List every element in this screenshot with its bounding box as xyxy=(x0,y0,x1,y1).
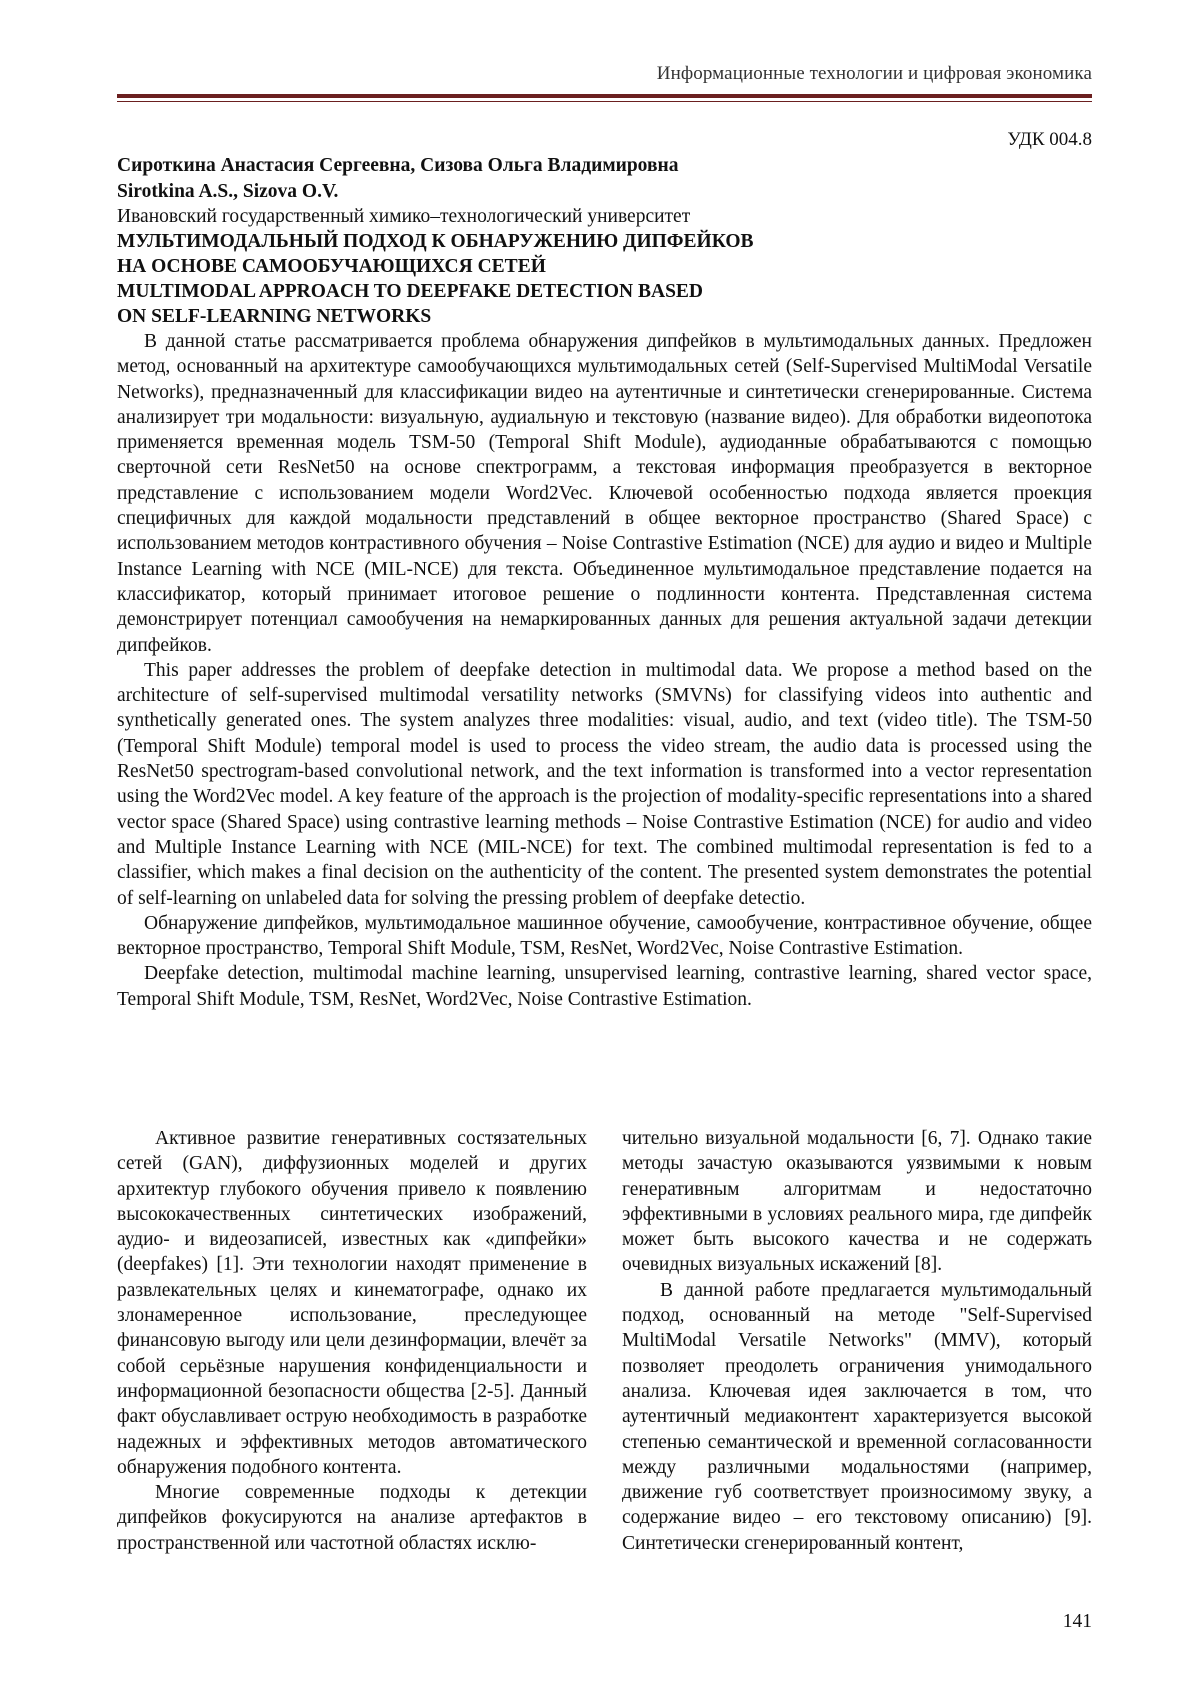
keywords-en: Deepfake detection, multimodal machine learning, unsupervised learning, contrastive learning, shared vector space, Temporal Shift Module, TSM, ResNet, Word2Vec, Noise Contrastive Estimation. xyxy=(117,963,1092,1010)
running-head: Информационные технологии и цифровая экономика xyxy=(656,63,1092,84)
body-paragraph: Активное развитие генеративных состязательных сетей (GAN), диффузионных моделей и других архитектур глубокого обучения привело к появлению высококачественных синтетических изображений, аудио- и видеозаписей, известных как «дипфейки» (deepfakes) [1]. Эти технологии находят применение в развлекательных целях и кинематографе, однако их злонамеренное использование, преследующее финансовую выгоду или цели дезинформации, влечёт за собой серьёзные нарушения конфиденциальности и информационной безопасности общества [2-5]. Данный факт обуславливает острую необходимость в разработке надежных и эффективных методов автоматического обнаружения подобного контента. xyxy=(117,1128,587,1478)
header-rule-thin xyxy=(117,101,1092,102)
body-paragraph: Многие современные подходы к детекции дипфейков фокусируются на анализе артефактов в пространственной или частотной областях исклю- xyxy=(117,1482,587,1554)
page xyxy=(117,62,1092,1012)
authors-ru: Сироткина Анастасия Сергеевна, Сизова Ольга Владимировна xyxy=(117,155,679,176)
body-columns xyxy=(117,1126,1092,1556)
title-ru-line1: МУЛЬТИМОДАЛЬНЫЙ ПОДХОД К ОБНАРУЖЕНИЮ ДИПФЕЙКОВ xyxy=(117,231,754,252)
abstract-ru: В данной статье рассматривается проблема обнаружения дипфейков в мультимодальных данных. Предложен метод, основанный на архитектуре самообучающихся мультимодальных сетей (Self-Supervised MultiModal Versatile Networks), предназначенный для классификации видео на аутентичные и синтетически сгенерированные. Система анализирует три модальности: визуальную, аудиальную и текстовую (название видео). Для обработки видеопотока применяется временная модель TSM-50 (Temporal Shift Module), аудиоданные обрабатываются с помощью сверточной сети ResNet50 на основе спектрограмм, а текстовая информация преобразуется в векторное представление с использованием модели Word2Vec. Ключевой особенностью подхода является проекция специфичных для каждой модальности представлений в общее векторное пространство (Shared Space) с использованием методов контрастивного обучения – Noise Contrastive Estimation (NCE) для аудио и видео и Multiple Instance Learning with NCE (MIL-NCE) для текста. Объединенное мультимодальное представление подается на классификатор, который принимает итоговое решение о подлинности контента. Представленная система демонстрирует потенциал самообучения на немаркированных данных для решения актуальной задачи детекции дипфейков. xyxy=(117,331,1092,656)
title-en-line2: ON SELF-LEARNING NETWORKS xyxy=(117,306,432,327)
authors-en: Sirotkina A.S., Sizova O.V. xyxy=(117,181,339,202)
abstract-en: This paper addresses the problem of deepfake detection in multimodal data. We propose a method based on the architecture of self-supervised multimodal versatility networks (SMVNs) for classifying videos into authentic and synthetically generated ones. The system analyzes three modalities: visual, audio, and text (video title). The TSM-50 (Temporal Shift Module) temporal model is used to process the video stream, the audio data is processed using the ResNet50 spectrogram-based convolutional network, and the text information is transformed into a vector representation using the Word2Vec model. A key feature of the approach is the projection of modality-specific representations into a shared vector space (Shared Space) using contrastive learning methods – Noise Contrastive Estimation (NCE) for audio and video and Multiple Instance Learning with NCE (MIL-NCE) for text. The combined multimodal representation is fed to a classifier, which makes a final decision on the authenticity of the content. The presented system demonstrates the potential of self-learning on unlabeled data for solving the pressing problem of deepfake detectio. xyxy=(117,659,1092,909)
title-ru-line2: НА ОСНОВЕ САМООБУЧАЮЩИХСЯ СЕТЕЙ xyxy=(117,256,546,277)
keywords-ru: Обнаружение дипфейков, мультимодальное машинное обучение, самообучение, контрастивное обучение, общее векторное пространство, Temporal Shift Module, TSM, ResNet, Word2Vec, Noise Contrastive Estimation. xyxy=(117,912,1092,960)
udk-code: УДК 004.8 xyxy=(1007,129,1092,150)
page-number: 141 xyxy=(1062,1611,1092,1632)
body-paragraph: В данной работе предлагается мультимодальный подход, основанный на методе "Self-Supervised MultiModal Versatile Networks" (MMV), который позволяет преодолеть ограничения унимодального анализа. Ключевая идея заключается в том, что аутентичный медиаконтент характеризуется высокой степенью семантической и временной согласованности между различными модальностями (например, движение губ соответствует произносимому звуку, а содержание видео – его текстовому описанию) [9]. Синтетически сгенерированный контент, xyxy=(622,1279,1092,1554)
left-column xyxy=(117,1126,587,1556)
body-paragraph: чительно визуальной модальности [6, 7]. Однако такие методы зачастую оказываются уязвимыми к новым генеративным алгоритмам и недостаточно эффективными в условиях реального мира, где дипфейк может быть высокого качества и не содержать очевидных визуальных искажений [8]. xyxy=(622,1128,1092,1276)
affiliation: Ивановский государственный химико–технологический университет xyxy=(117,206,691,227)
title-en-line1: MULTIMODAL APPROACH TO DEEPFAKE DETECTION BASED xyxy=(117,281,703,302)
header-rule-thick xyxy=(117,94,1092,98)
right-column xyxy=(622,1126,1092,1556)
